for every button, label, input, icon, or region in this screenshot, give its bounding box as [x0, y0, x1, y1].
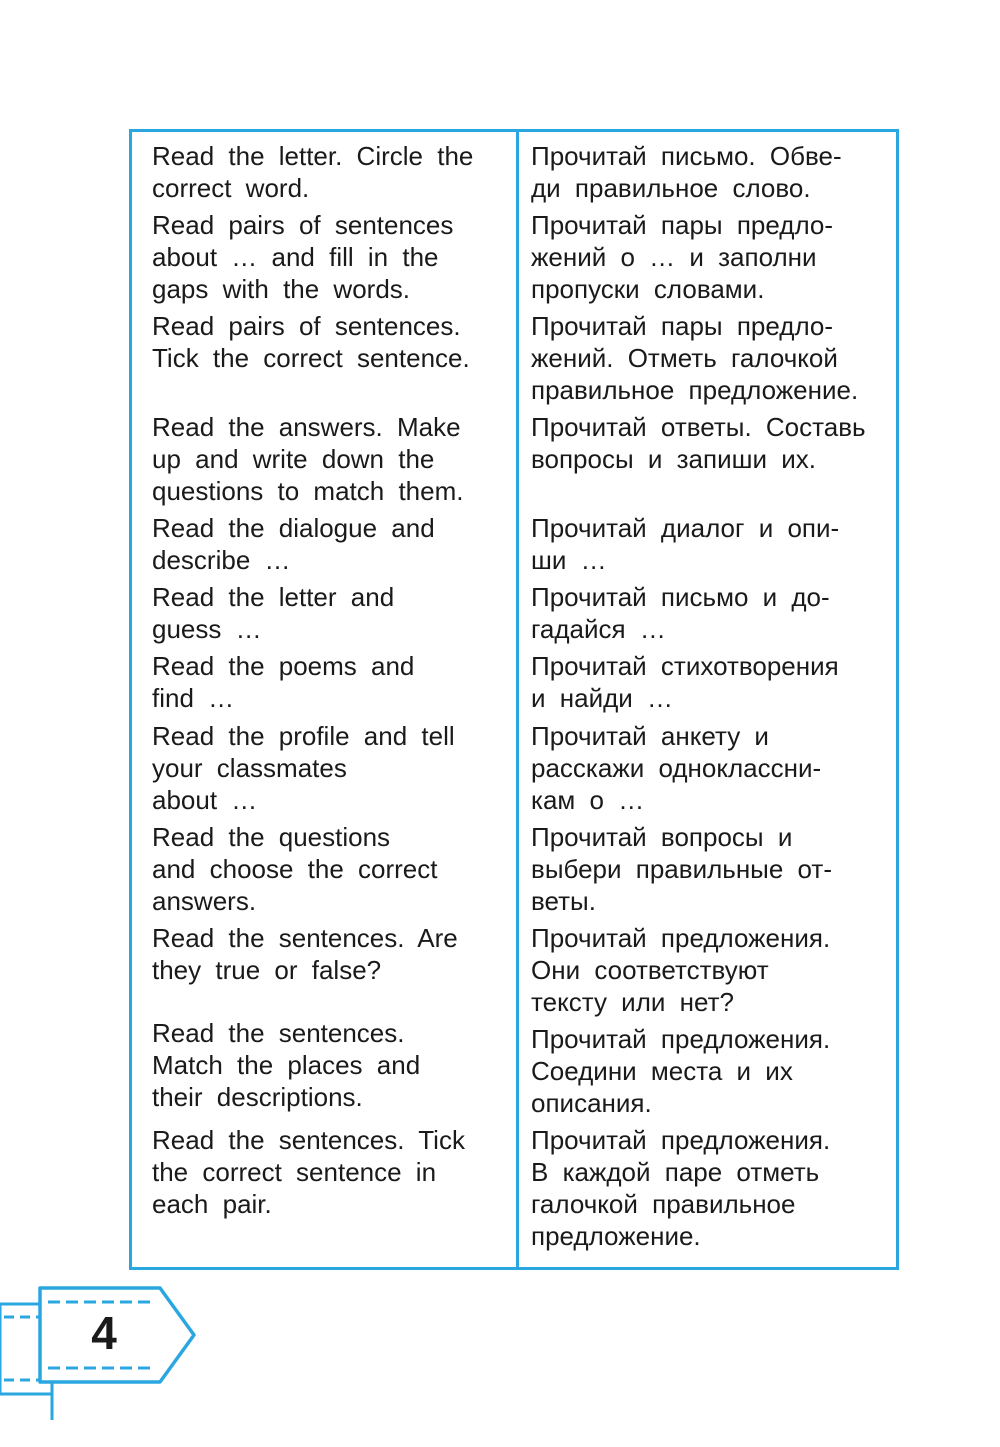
russian-translation: Прочитай предложения. Они соответствуют тексту или нет? — [531, 923, 831, 1017]
russian-translation: Прочитай пары предло- жений. Отметь галочкой правильное предложение. — [531, 311, 859, 405]
english-instruction: Read the sentences. Match the places and their descriptions. — [152, 1018, 421, 1112]
column-divider — [516, 132, 519, 1267]
english-instruction: Read the letter and guess … — [152, 582, 395, 644]
page-number: 4 — [91, 1307, 117, 1359]
english-instruction: Read pairs of sentences. Tick the correct sentence. — [152, 311, 470, 373]
english-instruction: Read the dialogue and describe … — [152, 513, 435, 575]
english-instruction: Read the letter. Circle the correct word. — [152, 141, 474, 203]
russian-translation: Прочитай письмо и до- гадайся … — [531, 582, 830, 644]
russian-translation: Прочитай стихотворения и найди … — [531, 651, 839, 713]
instructions-table — [129, 129, 899, 1270]
russian-translation: Прочитай письмо. Обве- ди правильное слово. — [531, 141, 842, 203]
russian-translation: Прочитай ответы. Составь вопросы и запиши их. — [531, 412, 866, 474]
russian-translation: Прочитай вопросы и выбери правильные от- веты. — [531, 822, 833, 916]
russian-translation: Прочитай предложения. В каждой паре отметь галочкой правильное предложение. — [531, 1125, 831, 1251]
russian-translation: Прочитай диалог и опи- ши … — [531, 513, 840, 575]
russian-translation: Прочитай предложения. Соедини места и их описания. — [531, 1024, 831, 1118]
english-instruction: Read the questions and choose the correct answers. — [152, 822, 438, 916]
russian-translation: Прочитай анкету и расскажи одноклассни- кам о … — [531, 721, 822, 815]
english-instruction: Read the poems and find … — [152, 651, 415, 713]
english-instruction: Read the answers. Make up and write down the questions to match them. — [152, 412, 464, 506]
russian-translation: Прочитай пары предло- жений о … и заполни пропуски словами. — [531, 210, 834, 304]
english-instruction: Read pairs of sentences about … and fill in the gaps with the words. — [152, 210, 454, 304]
english-instruction: Read the sentences. Tick the correct sentence in each pair. — [152, 1125, 465, 1219]
english-instruction: Read the profile and tell your classmates about … — [152, 721, 455, 815]
english-instruction: Read the sentences. Are they true or false? — [152, 923, 458, 985]
